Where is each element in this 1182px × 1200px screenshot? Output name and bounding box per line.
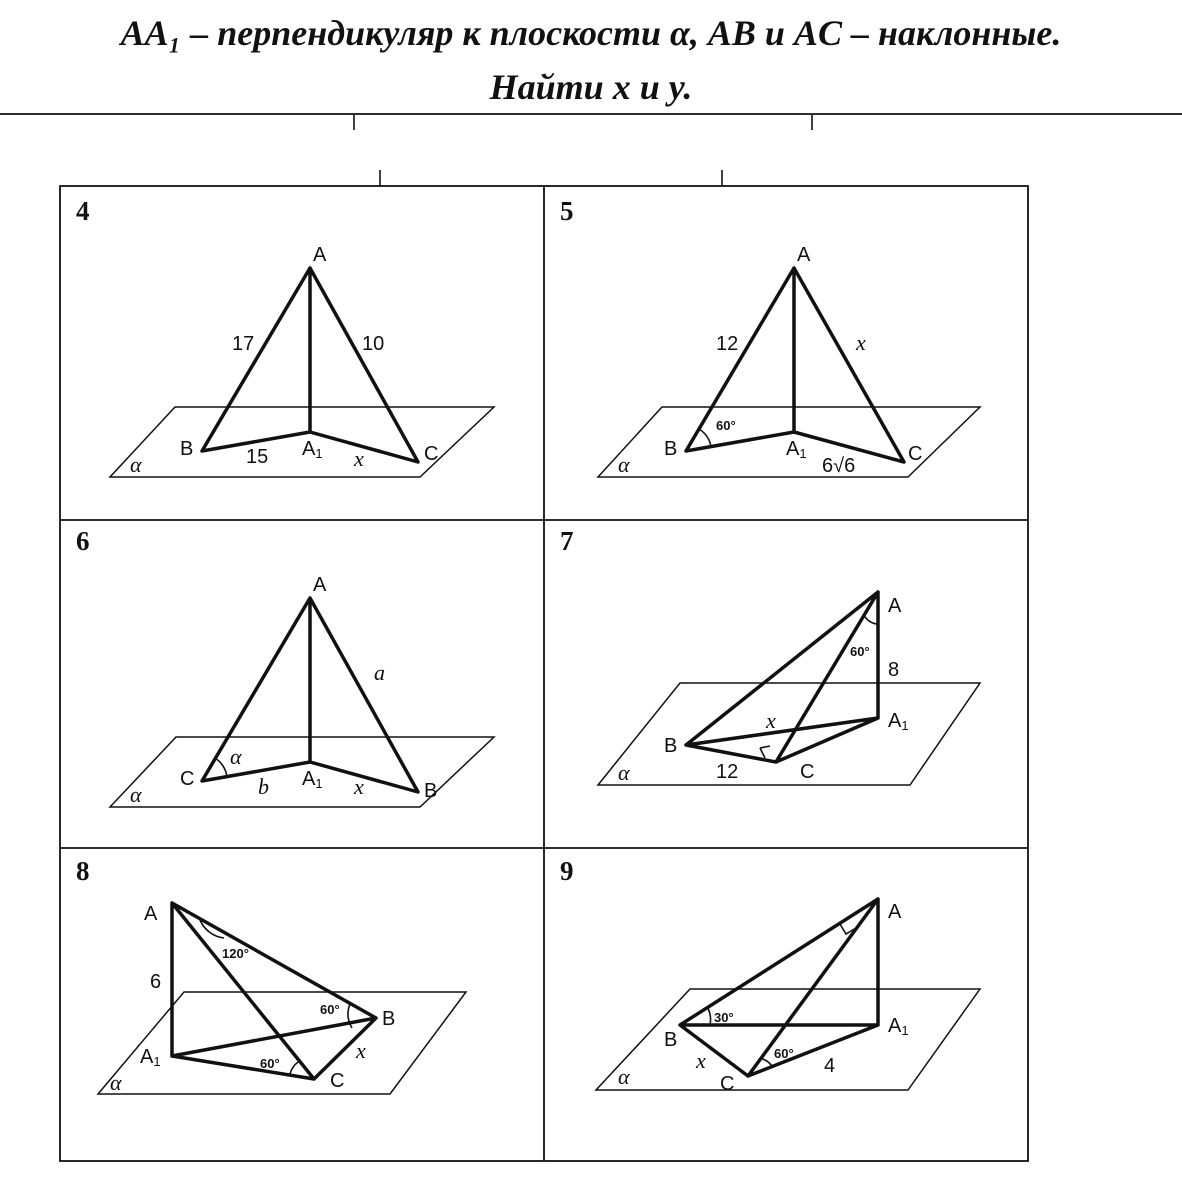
plane-label: α xyxy=(618,1064,630,1089)
point-a: A xyxy=(144,903,158,925)
angle-arc-c xyxy=(215,758,227,777)
point-a1: A1 xyxy=(302,768,323,791)
point-c: C xyxy=(180,768,195,790)
figure-edges xyxy=(172,903,376,1079)
length-ab: 12 xyxy=(716,333,739,355)
plane-alpha xyxy=(596,989,980,1090)
length-aa1: 6 xyxy=(150,971,162,993)
plane-alpha xyxy=(98,992,466,1094)
length-ac: 10 xyxy=(362,333,385,355)
panel-5 xyxy=(560,196,980,477)
point-a1: A1 xyxy=(140,1046,161,1069)
angle-arc-c xyxy=(290,1062,298,1074)
unknown-x: x xyxy=(766,708,776,733)
right-angle-mark xyxy=(760,746,770,758)
plane-label: α xyxy=(130,452,142,477)
length-ab: 17 xyxy=(232,333,255,355)
angle-b-label: 60° xyxy=(716,418,736,433)
panel-number: 6 xyxy=(76,526,90,556)
angle-a-label: 60° xyxy=(850,644,870,659)
point-b: B xyxy=(664,438,678,460)
panel-number: 8 xyxy=(76,856,90,886)
length-ca1: 4 xyxy=(824,1055,836,1077)
point-a1: A1 xyxy=(888,710,909,733)
point-a: A xyxy=(313,244,327,266)
title-line-2: Найти x и y. xyxy=(489,67,693,107)
point-c: C xyxy=(800,761,815,783)
angle-c-label: α xyxy=(230,744,242,769)
panel-number: 9 xyxy=(560,856,574,886)
length-b: b xyxy=(258,774,269,799)
point-b: B xyxy=(424,780,438,802)
point-b: B xyxy=(664,735,678,757)
point-c: C xyxy=(424,443,439,465)
unknown-x: x xyxy=(354,446,364,471)
point-b: B xyxy=(664,1029,678,1051)
panel-9 xyxy=(560,856,980,1095)
length-a1c: 6√6 xyxy=(822,455,856,477)
point-b: B xyxy=(180,438,194,460)
plane-alpha xyxy=(598,683,980,785)
point-c: C xyxy=(720,1073,735,1095)
point-a: A xyxy=(313,574,327,596)
plane-label: α xyxy=(130,782,142,807)
figure-edges xyxy=(686,592,878,762)
length-bc: 12 xyxy=(716,761,739,783)
length-ba1: 15 xyxy=(246,446,269,468)
angle-b-label: 30° xyxy=(714,1010,734,1025)
unknown-x: x xyxy=(696,1048,706,1073)
angle-c-label: 60° xyxy=(774,1046,794,1061)
point-b: B xyxy=(382,1008,396,1030)
panel-4 xyxy=(76,196,494,477)
point-c: C xyxy=(330,1070,345,1092)
panel-7 xyxy=(560,526,980,785)
panel-number: 5 xyxy=(560,196,574,226)
panel-8 xyxy=(76,856,466,1095)
angle-c-label: 60° xyxy=(260,1056,280,1071)
angle-arc-b xyxy=(708,1008,711,1025)
point-a1: A1 xyxy=(888,1015,909,1038)
panel-number: 4 xyxy=(76,196,90,226)
point-a1: A1 xyxy=(786,438,807,461)
angle-arc-b xyxy=(699,429,711,447)
plane-label: α xyxy=(618,760,630,785)
length-aa1: 8 xyxy=(888,659,900,681)
unknown-x: x xyxy=(856,330,866,355)
panel-6 xyxy=(76,526,494,807)
unknown-x: x xyxy=(356,1038,366,1063)
point-a: A xyxy=(888,595,902,617)
panel-number: 7 xyxy=(560,526,574,556)
plane-label: α xyxy=(110,1070,122,1095)
point-a: A xyxy=(797,244,811,266)
angle-b-label: 60° xyxy=(320,1002,340,1017)
angle-arc-a xyxy=(864,615,878,624)
angle-arc-c xyxy=(760,1058,772,1066)
point-a1: A1 xyxy=(302,438,323,461)
plane-label: α xyxy=(618,452,630,477)
point-a: A xyxy=(888,901,902,923)
point-c: C xyxy=(908,443,923,465)
figure-edges xyxy=(202,268,418,462)
unknown-x: x xyxy=(354,774,364,799)
length-a: a xyxy=(374,660,385,685)
title-line-1: AA₁ – перпендикуляр к плоскости α, AB и AC – наклонные. xyxy=(120,13,1062,53)
angle-a-label: 120° xyxy=(222,946,249,961)
